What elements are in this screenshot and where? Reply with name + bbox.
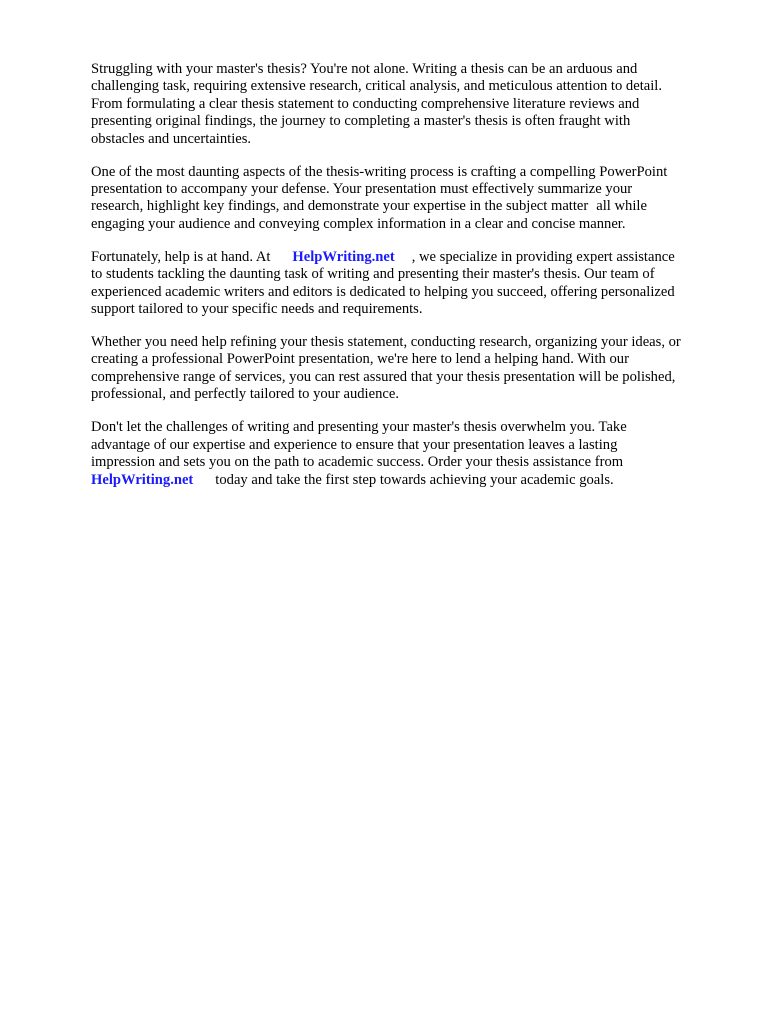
paragraph-intro-text: Struggling with your master's thesis? You're not alone. Writing a thesis can be an arduous and challenging task, requiring extensive research, critical analysis, and meticulous attention to detail. From formulating a clear thesis statement to conducting comprehensive literature reviews and presenting original findings, the journey to completing a master's thesis is often fraught with obstacles and uncertainties.: [91, 61, 662, 147]
paragraph-services: [91, 334, 721, 404]
paragraph-intro: [91, 61, 721, 148]
paragraph-help: [91, 249, 721, 319]
paragraph-call-to-action: [91, 419, 721, 489]
paragraph-help-text-a: Fortunately, help is at hand. At: [91, 248, 271, 265]
helpwriting-link[interactable]: HelpWriting.net: [292, 248, 395, 265]
paragraph-presentation: [91, 164, 721, 234]
paragraph-presentation-text-b: all while engaging your audience and conveying complex information in a clear and concise manner.: [91, 198, 647, 232]
paragraph-cta-text-b: today and take the first step towards achieving your academic goals.: [215, 471, 614, 488]
helpwriting-link[interactable]: HelpWriting.net: [91, 471, 194, 488]
paragraph-presentation-text-a: One of the most daunting aspects of the thesis-writing process is crafting a compelling PowerPoint presentation to accompany your defense. Your presentation must effectively summarize your research, highlight key findings, and demonstrate your expertise in the subject matter: [91, 163, 668, 215]
document-body: [91, 61, 721, 505]
paragraph-help-text-b: , we specialize in providing expert assistance to students tackling the daunting task of writing and presenting their master's thesis. Our team of experienced academic writers and editors is dedicated to helping you succeed, offering personalized support tailored to your specific needs and requirements.: [91, 248, 675, 318]
paragraph-cta-text-a: Don't let the challenges of writing and presenting your master's thesis overwhelm you. Take advantage of our expertise and experience to ensure that your presentation leaves a lasting impression and sets you on the path to academic success. Order your thesis assistance from: [91, 419, 627, 471]
paragraph-services-text: Whether you need help refining your thesis statement, conducting research, organizing your ideas, or creating a professional PowerPoint presentation, we're here to lend a helping hand. With our comprehensive range of services, you can rest assured that your thesis presentation will be polished, professional, and perfectly tailored to your audience.: [91, 334, 681, 403]
